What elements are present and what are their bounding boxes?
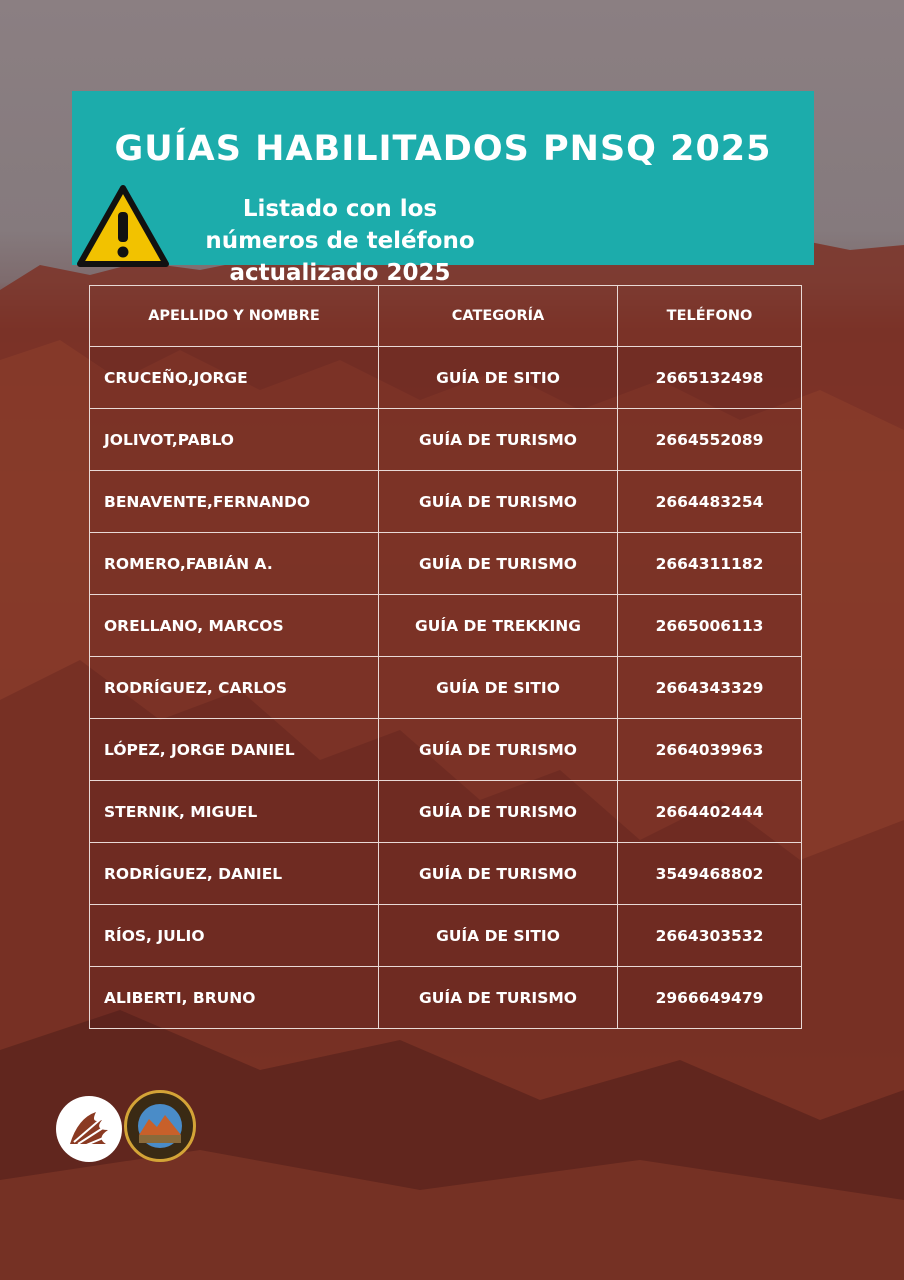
table-row (90, 657, 802, 719)
table-row (90, 347, 802, 409)
guide-phone-cell: 2664303532 (618, 905, 802, 967)
table-row (90, 409, 802, 471)
guide-category-cell: GUÍA DE SITIO (379, 657, 618, 719)
table-row (90, 595, 802, 657)
page-subtitle: Listado con los números de teléfono actualizado 2025 (205, 196, 475, 286)
province-logo-icon (56, 1096, 122, 1162)
guide-category-cell: GUÍA DE SITIO (379, 347, 618, 409)
guide-name-cell: ORELLANO, MARCOS (90, 595, 379, 657)
table-header-row (90, 286, 802, 347)
guide-phone-cell: 2664039963 (618, 719, 802, 781)
table-row (90, 905, 802, 967)
header-banner (72, 91, 814, 286)
table-row (90, 843, 802, 905)
guide-name-cell: BENAVENTE,FERNANDO (90, 471, 379, 533)
guide-name-cell: RÍOS, JULIO (90, 905, 379, 967)
warning-triangle-icon (76, 184, 170, 268)
table-row (90, 781, 802, 843)
guide-phone-cell: 2664311182 (618, 533, 802, 595)
guide-name-cell: STERNIK, MIGUEL (90, 781, 379, 843)
table-row (90, 533, 802, 595)
guide-category-cell: GUÍA DE TURISMO (379, 843, 618, 905)
guide-phone-cell: 2665132498 (618, 347, 802, 409)
guide-phone-cell: 2664402444 (618, 781, 802, 843)
guide-name-cell: ALIBERTI, BRUNO (90, 967, 379, 1029)
guide-name-cell: LÓPEZ, JORGE DANIEL (90, 719, 379, 781)
guide-category-cell: GUÍA DE TURISMO (379, 967, 618, 1029)
page-title: GUÍAS HABILITADOS PNSQ 2025 (114, 129, 772, 169)
guide-name-cell: CRUCEÑO,JORGE (90, 347, 379, 409)
guide-phone-cell: 2966649479 (618, 967, 802, 1029)
guide-category-cell: GUÍA DE TREKKING (379, 595, 618, 657)
guide-category-cell: GUÍA DE TURISMO (379, 533, 618, 595)
guide-name-cell: JOLIVOT,PABLO (90, 409, 379, 471)
guide-category-cell: GUÍA DE TURISMO (379, 409, 618, 471)
guide-category-cell: GUÍA DE TURISMO (379, 719, 618, 781)
table-row (90, 471, 802, 533)
guide-phone-cell: 2664483254 (618, 471, 802, 533)
table-row (90, 719, 802, 781)
guide-name-cell: RODRÍGUEZ, CARLOS (90, 657, 379, 719)
guide-phone-cell: 2664343329 (618, 657, 802, 719)
column-header-category: CATEGORÍA (379, 286, 618, 347)
guide-phone-cell: 2664552089 (618, 409, 802, 471)
column-header-phone: TELÉFONO (618, 286, 802, 347)
guide-category-cell: GUÍA DE TURISMO (379, 471, 618, 533)
table-row (90, 967, 802, 1029)
guide-category-cell: GUÍA DE TURISMO (379, 781, 618, 843)
guide-name-cell: RODRÍGUEZ, DANIEL (90, 843, 379, 905)
guides-table (89, 285, 802, 1029)
column-header-name: APELLIDO Y NOMBRE (90, 286, 379, 347)
guide-category-cell: GUÍA DE SITIO (379, 905, 618, 967)
guide-name-cell: ROMERO,FABIÁN A. (90, 533, 379, 595)
guide-phone-cell: 2665006113 (618, 595, 802, 657)
park-seal-icon (124, 1090, 196, 1162)
guide-phone-cell: 3549468802 (618, 843, 802, 905)
